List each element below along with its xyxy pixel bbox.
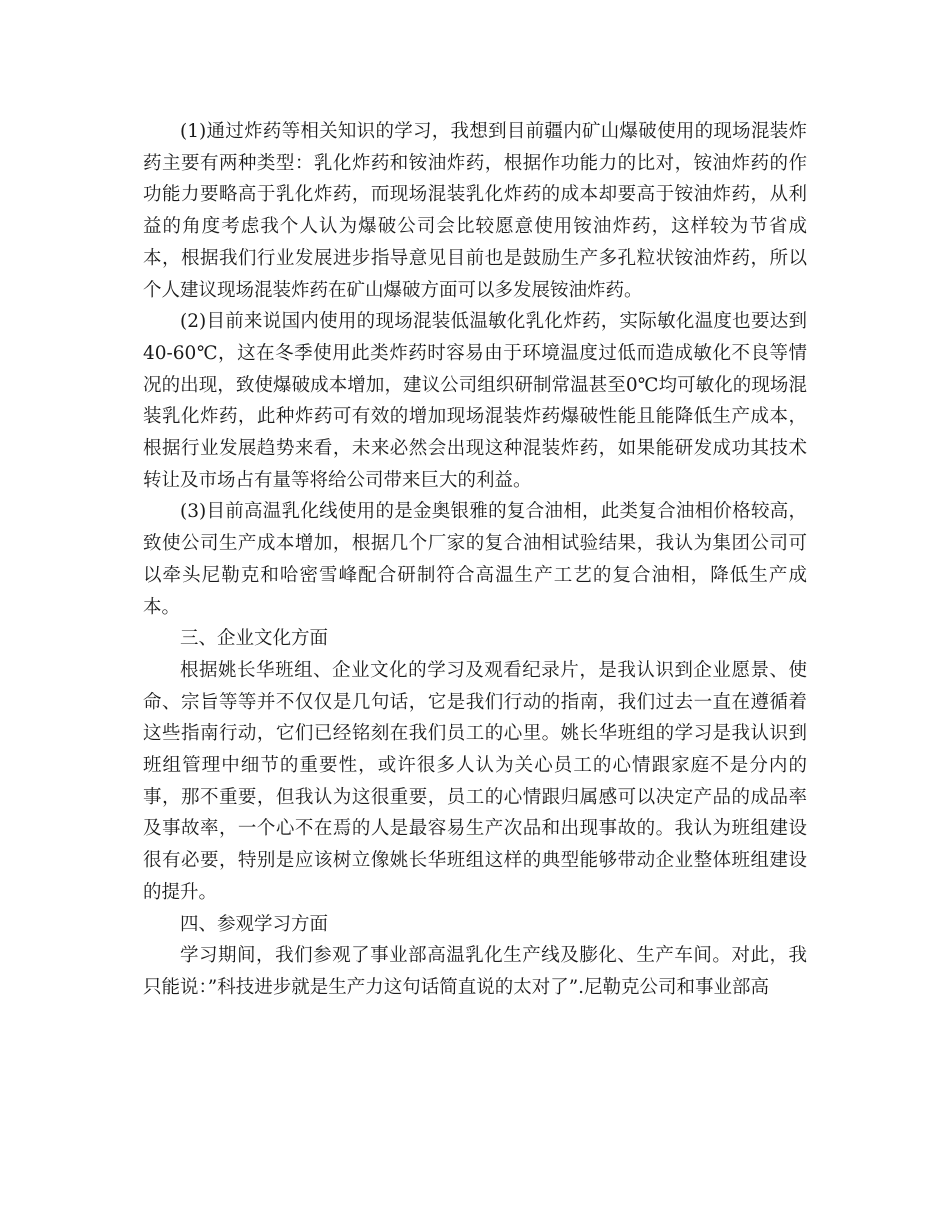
paragraph-corporate-culture: 根据姚长华班组、企业文化的学习及观看纪录片，是我认识到企业愿景、使命、宗旨等等并不仅仅是几句话，它是我们行动的指南，我们过去一直在遵循着这些指南行动，它们已经铭刻在我们员工的心里。姚长华班组的学习是我认识到班组管理中细节的重要性，或许很多人认为关心员工的心情跟家庭不是分内的事，那不重要，但我认为这很重要，员工的心情跟归属感可以决定产品的成品率及事故率，一个心不在焉的人是最容易生产次品和出现事故的。我认为班组建设很有必要，特别是应该树立像姚长华班组这样的典型能够带动企业整体班组建设的提升。 xyxy=(143,659,807,903)
section-heading-site-visit: 四、参观学习方面 xyxy=(180,913,329,935)
document-body xyxy=(143,116,807,1004)
paragraph-composite-oil-phase: (3)目前高温乳化线使用的是金奥银雅的复合油相，此类复合油相价格较高，致使公司生产成本增加，根据几个厂家的复合油相试验结果，我认为集团公司可以牵头尼勒克和哈密雪峰配合研制符合高温生产工艺的复合油相，降低生产成本。 xyxy=(143,501,807,618)
paragraph-site-visit: 学习期间，我们参观了事业部高温乳化生产线及膨化、生产车间。对此，我只能说：”科技进步就是生产力这句话简直说的太对了”.尼勒克公司和事业部高 xyxy=(143,945,807,998)
paragraph-low-temp-sensitization: (2)目前来说国内使用的现场混装低温敏化乳化炸药，实际敏化温度也要达到40-60℃，这在冬季使用此类炸药时容易由于环境温度过低而造成敏化不良等情况的出现，致使爆破成本增加，建议公司组织研制常温甚至0℃均可敏化的现场混装乳化炸药，此种炸药可有效的增加现场混装炸药爆破性能且能降低生产成本，根据行业发展趋势来看，未来必然会出现这种混装炸药，如果能研发成功其技术转让及市场占有量等将给公司带来巨大的利益。 xyxy=(143,311,807,491)
section-heading-corporate-culture: 三、企业文化方面 xyxy=(180,628,329,650)
paragraph-explosive-types: (1)通过炸药等相关知识的学习，我想到目前疆内矿山爆破使用的现场混装炸药主要有两种类型：乳化炸药和铵油炸药，根据作功能力的比对，铵油炸药的作功能力要略高于乳化炸药，而现场混装乳化炸药的成本却要高于铵油炸药，从利益的角度考虑我个人认为爆破公司会比较愿意使用铵油炸药，这样较为节省成本，根据我们行业发展进步指导意见目前也是鼓励生产多孔粒状铵油炸药，所以个人建议现场混装炸药在矿山爆破方面可以多发展铵油炸药。 xyxy=(143,121,807,301)
